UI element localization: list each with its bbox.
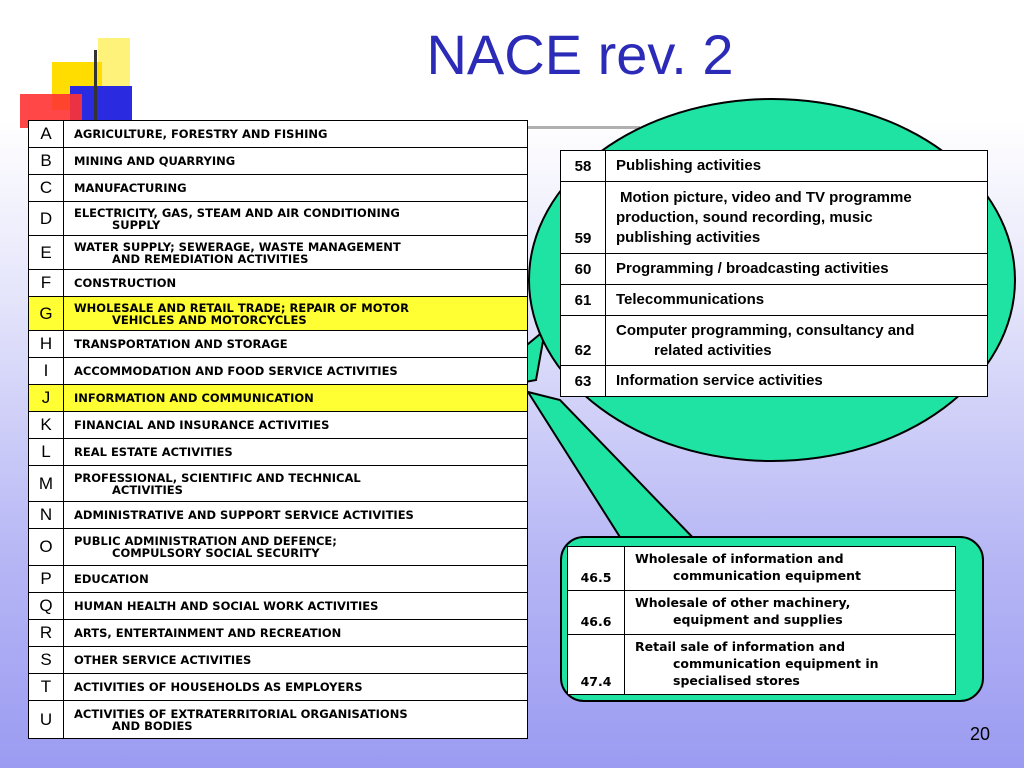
division-code: 58 — [561, 151, 606, 182]
division-row — [561, 254, 988, 285]
section-title-line: AND BODIES — [112, 718, 193, 733]
section-title — [64, 566, 528, 593]
section-title-line: ELECTRICITY, GAS, STEAM AND AIR CONDITIONING — [74, 205, 400, 220]
division-code: 60 — [561, 254, 606, 285]
group-row — [568, 547, 956, 591]
section-row — [29, 439, 528, 466]
nace-sections-table — [28, 120, 528, 739]
division-title-line: Programming / broadcasting activities — [616, 260, 889, 277]
section-row — [29, 297, 528, 331]
section-code: E — [29, 236, 64, 270]
group-title-line: Wholesale of other machinery, — [635, 595, 851, 610]
section-title-line: ADMINISTRATIVE AND SUPPORT SERVICE ACTIVITIES — [74, 508, 414, 522]
section-code: D — [29, 202, 64, 236]
section-title — [64, 121, 528, 148]
section-title-line: AND REMEDIATION ACTIVITIES — [112, 251, 309, 266]
division-title-line: production, sound recording, music — [616, 208, 873, 226]
division-row — [561, 316, 988, 366]
section-title — [64, 236, 528, 270]
divisions-j-table — [560, 150, 988, 397]
group-title-line: communication equipment in — [673, 656, 879, 671]
section-row — [29, 593, 528, 620]
section-title-line: INFORMATION AND COMMUNICATION — [74, 391, 314, 405]
section-row — [29, 502, 528, 529]
section-title-line: REAL ESTATE ACTIVITIES — [74, 445, 233, 459]
section-code: N — [29, 502, 64, 529]
section-title — [64, 175, 528, 202]
section-row — [29, 236, 528, 270]
section-row — [29, 358, 528, 385]
section-title-line: MINING AND QUARRYING — [74, 154, 236, 168]
section-title — [64, 202, 528, 236]
section-code: J — [29, 385, 64, 412]
section-title — [64, 358, 528, 385]
division-title-line: Information service activities — [616, 372, 823, 389]
groups-g-table — [567, 546, 956, 695]
division-title-line: Motion picture, video and TV programme — [620, 188, 912, 206]
section-code: K — [29, 412, 64, 439]
section-title — [64, 412, 528, 439]
section-row — [29, 121, 528, 148]
division-title — [606, 254, 988, 285]
section-title — [64, 148, 528, 175]
section-title-line: MANUFACTURING — [74, 181, 187, 195]
division-title — [606, 151, 988, 182]
division-row — [561, 285, 988, 316]
section-row — [29, 175, 528, 202]
section-code: B — [29, 148, 64, 175]
division-title-line: Computer programming, consultancy and — [616, 321, 915, 339]
section-row — [29, 270, 528, 297]
section-title-line: FINANCIAL AND INSURANCE ACTIVITIES — [74, 418, 330, 432]
division-title — [606, 316, 988, 366]
section-code: T — [29, 674, 64, 701]
group-code: 47.4 — [568, 635, 625, 695]
section-title-line: SUPPLY — [112, 217, 161, 232]
division-title-line: Telecommunications — [616, 291, 765, 308]
section-title-line: COMPULSORY SOCIAL SECURITY — [112, 546, 320, 560]
section-title-line: WATER SUPPLY; SEWERAGE, WASTE MANAGEMENT — [74, 239, 401, 254]
division-code: 61 — [561, 285, 606, 316]
section-code: O — [29, 529, 64, 566]
division-title — [606, 182, 988, 254]
division-row — [561, 182, 988, 254]
group-title — [625, 547, 956, 591]
section-title-line: CONSTRUCTION — [74, 276, 177, 290]
group-code: 46.5 — [568, 547, 625, 591]
page-number: 20 — [969, 724, 990, 744]
section-title — [64, 647, 528, 674]
section-title-line: ACTIVITIES OF HOUSEHOLDS AS EMPLOYERS — [74, 680, 363, 694]
section-title — [64, 439, 528, 466]
division-title-line: Publishing activities — [616, 157, 762, 174]
section-code: C — [29, 175, 64, 202]
section-title — [64, 502, 528, 529]
division-title-line: publishing activities — [616, 228, 761, 246]
section-code: S — [29, 647, 64, 674]
section-code: G — [29, 297, 64, 331]
section-title-line: PROFESSIONAL, SCIENTIFIC AND TECHNICAL — [74, 470, 361, 485]
group-row — [568, 591, 956, 635]
section-code: L — [29, 439, 64, 466]
section-row — [29, 647, 528, 674]
group-row — [568, 635, 956, 695]
section-code: A — [29, 121, 64, 148]
division-title — [606, 366, 988, 397]
division-row — [561, 151, 988, 182]
group-code: 46.6 — [568, 591, 625, 635]
group-title — [625, 591, 956, 635]
division-code: 63 — [561, 366, 606, 397]
section-code: F — [29, 270, 64, 297]
section-title — [64, 385, 528, 412]
slide-title: NACE rev. 2 — [426, 23, 734, 86]
section-title — [64, 701, 528, 739]
division-row — [561, 366, 988, 397]
section-row — [29, 620, 528, 647]
section-row — [29, 674, 528, 701]
section-title — [64, 297, 528, 331]
section-row — [29, 566, 528, 593]
group-title-line: communication equipment — [673, 568, 862, 583]
section-row — [29, 466, 528, 502]
section-title — [64, 620, 528, 647]
group-title-line: equipment and supplies — [673, 612, 843, 627]
section-title-line: TRANSPORTATION AND STORAGE — [74, 337, 288, 351]
section-title-line: EDUCATION — [74, 572, 149, 586]
section-row — [29, 412, 528, 439]
division-title — [606, 285, 988, 316]
section-title — [64, 593, 528, 620]
division-title-line: related activities — [654, 341, 772, 359]
section-code: U — [29, 701, 64, 739]
section-title — [64, 529, 528, 566]
section-title — [64, 270, 528, 297]
group-title-line: Retail sale of information and — [635, 639, 846, 654]
section-title — [64, 674, 528, 701]
section-title-line: HUMAN HEALTH AND SOCIAL WORK ACTIVITIES — [74, 599, 379, 613]
group-title-line: specialised stores — [673, 673, 800, 688]
section-title-line: WHOLESALE AND RETAIL TRADE; REPAIR OF MOTOR — [74, 300, 409, 315]
section-row — [29, 529, 528, 566]
section-title-line: PUBLIC ADMINISTRATION AND DEFENCE; — [74, 534, 337, 548]
section-code: P — [29, 566, 64, 593]
group-title-line: Wholesale of information and — [635, 551, 844, 566]
section-title-line: ACTIVITIES — [112, 482, 183, 497]
section-row — [29, 148, 528, 175]
section-row — [29, 202, 528, 236]
section-code: I — [29, 358, 64, 385]
section-title-line: ACCOMMODATION AND FOOD SERVICE ACTIVITIES — [74, 364, 398, 378]
section-title — [64, 466, 528, 502]
section-title-line: ACTIVITIES OF EXTRATERRITORIAL ORGANISATIONS — [74, 706, 408, 721]
division-code: 62 — [561, 316, 606, 366]
section-title-line: VEHICLES AND MOTORCYCLES — [112, 312, 307, 327]
section-title-line: OTHER SERVICE ACTIVITIES — [74, 653, 252, 667]
section-code: Q — [29, 593, 64, 620]
section-row — [29, 331, 528, 358]
section-row — [29, 385, 528, 412]
section-code: R — [29, 620, 64, 647]
section-code: H — [29, 331, 64, 358]
section-code: M — [29, 466, 64, 502]
section-title — [64, 331, 528, 358]
division-code: 59 — [561, 182, 606, 254]
section-row — [29, 701, 528, 739]
section-title-line: AGRICULTURE, FORESTRY AND FISHING — [74, 127, 328, 141]
group-title — [625, 635, 956, 695]
section-title-line: ARTS, ENTERTAINMENT AND RECREATION — [74, 626, 342, 640]
